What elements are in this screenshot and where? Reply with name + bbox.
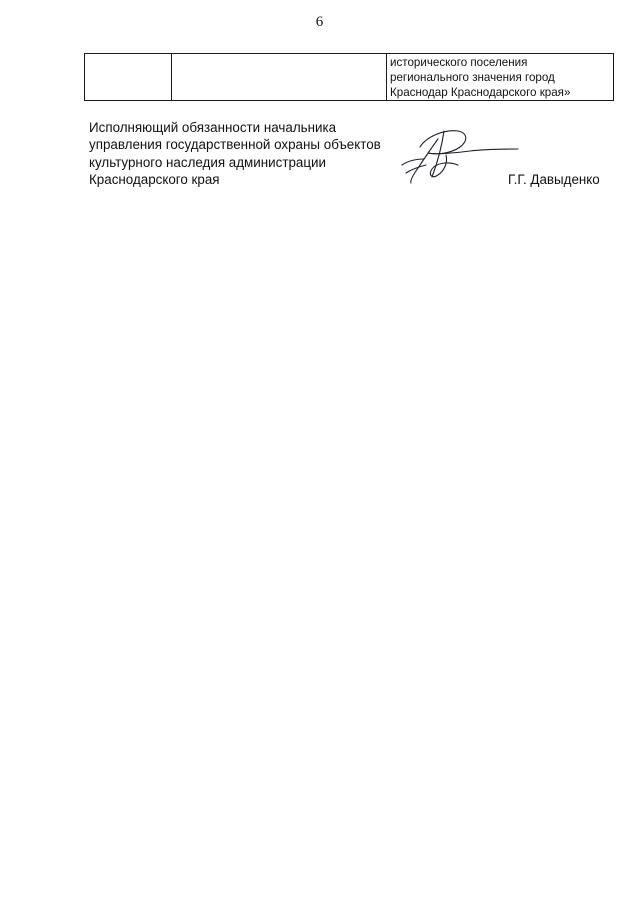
handwritten-signature (398, 125, 520, 187)
signatory-title-line: Краснодарского края (89, 172, 220, 188)
signatory-title (89, 119, 381, 189)
table-cell-line: исторического поселения (390, 56, 528, 69)
signer-name: Г.Г. Давыденко (508, 172, 600, 187)
page-number: 6 (315, 14, 324, 30)
table-fragment (84, 53, 614, 101)
table-cell-line: регионального значения город (390, 71, 555, 84)
table-cell-empty (172, 54, 387, 101)
table-cell-empty (85, 54, 172, 101)
signatory-title-line: культурного наследия администрации (89, 154, 326, 170)
table-cell-description (387, 54, 614, 101)
table-cell-line: Краснодар Краснодарского края» (390, 86, 571, 99)
signatory-title-line: Исполняющий обязанности начальника (89, 120, 337, 135)
table-row (85, 54, 614, 101)
signatory-title-line: управления государственной охраны объектов (89, 137, 381, 153)
